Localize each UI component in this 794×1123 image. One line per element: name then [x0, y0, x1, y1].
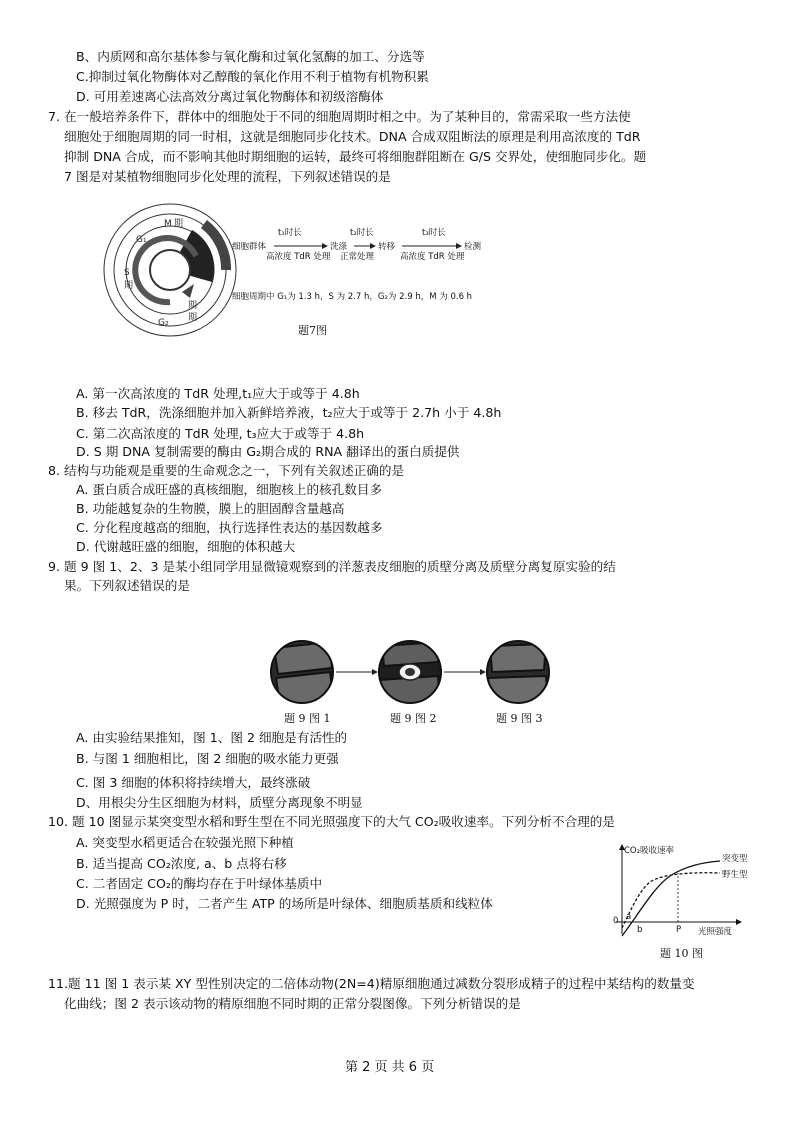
- page-footer: 第 2 页 共 6 页: [345, 1060, 435, 1075]
- q6-option-c: C.抑制过氧化物酶体对乙醇酸的氧化作用不利于植物有机物积累: [76, 69, 429, 84]
- flow-t1: t₁时长: [278, 228, 302, 238]
- chart-point-a: a: [626, 912, 632, 922]
- wheel-label-qi-3: 期: [188, 301, 198, 311]
- q9-option-b: B. 与图 1 细胞相比，图 2 细胞的吸水能力更强: [76, 751, 339, 766]
- wheel-label-s: S: [124, 268, 130, 278]
- figure-9-3-caption: 题 9 图 3: [496, 712, 543, 725]
- cell-cycle-diagram: [100, 200, 240, 340]
- wheel-label-qi-2: 期: [124, 281, 134, 291]
- figure-9-2-caption: 题 9 图 2: [390, 712, 437, 725]
- q7-option-a: A. 第一次高浓度的 TdR 处理,t₁应大于或等于 4.8h: [76, 386, 360, 401]
- q11-stem-1: 11.题 11 图 1 表示某 XY 型性别决定的二倍体动物(2N=4)精原细胞通过减数分裂形成精子的过程中某结构的数量变: [48, 976, 695, 991]
- figure-9-1-caption: 题 9 图 1: [284, 712, 331, 725]
- flow-t3-sub: 高浓度 TdR 处理: [400, 252, 465, 262]
- q8-option-c: C. 分化程度越高的细胞，执行选择性表达的基因数越多: [76, 520, 383, 535]
- flow-t2-sub: 正常处理: [340, 252, 375, 262]
- q10-option-b: B. 适当提高 CO₂浓度, a、b 点将右移: [76, 856, 287, 871]
- q7-option-c: C. 第二次高浓度的 TdR 处理, t₃应大于或等于 4.8h: [76, 426, 365, 441]
- chart-x-label: 光照强度: [698, 927, 733, 937]
- q7-option-b: B. 移去 TdR，洗涤细胞并加入新鲜培养液，t₂应大于或等于 2.7h 小于 4.8h: [76, 405, 502, 420]
- flow-cell-group: 细胞群体: [232, 242, 267, 252]
- q8-option-b: B. 功能越复杂的生物膜，膜上的胆固醇含量越高: [76, 501, 345, 516]
- flow-t1-sub: 高浓度 TdR 处理: [266, 252, 331, 262]
- wheel-label-g2: G₂: [158, 318, 169, 328]
- chart-legend-mutant: 突变型: [722, 854, 748, 864]
- figure-7-caption: 题7图: [298, 324, 327, 337]
- q9-stem-2: 果。下列叙述错误的是: [64, 578, 190, 593]
- flow-detect: 检测: [464, 242, 482, 252]
- chart-origin: 0: [613, 916, 619, 926]
- cycle-durations: 细胞周期中 G₁为 1.3 h，S 为 2.7 h，G₂为 2.9 h，M 为 0.6 h: [232, 292, 473, 302]
- flow-t2: t₂时长: [350, 228, 374, 238]
- q9-option-c: C. 图 3 细胞的体积将持续增大，最终涨破: [76, 775, 311, 790]
- q9-stem-1: 9. 题 9 图 1、2、3 是某小组同学用显微镜观察到的洋葱表皮细胞的质壁分离及质壁分离复原实验的结: [48, 559, 616, 574]
- wheel-label-g1: G₁: [136, 235, 147, 245]
- q10-stem: 10. 题 10 图显示某突变型水稻和野生型在不同光照强度下的大气 CO₂吸收速率。下列分析不合理的是: [48, 814, 615, 829]
- chart-y-label: CO₂吸收速率: [624, 846, 675, 856]
- q9-option-a: A. 由实验结果推知，图 1、图 2 细胞是有活性的: [76, 730, 348, 745]
- q7-stem-2: 细胞处于细胞周期的同一时相，这就是细胞同步化技术。DNA 合成双阻断法的原理是利用高浓度的 TdR: [64, 129, 641, 144]
- flow-wash: 洗涤: [330, 242, 348, 252]
- q8-option-d: D. 代谢越旺盛的细胞，细胞的体积越大: [76, 539, 296, 554]
- wheel-label-qi-1: 期: [174, 219, 184, 229]
- q8-option-a: A. 蛋白质合成旺盛的真核细胞，细胞核上的核孔数目多: [76, 482, 383, 497]
- figure-10-caption: 题 10 图: [660, 947, 703, 960]
- q9-option-d: D、用根尖分生区细胞为材料，质壁分离现象不明显: [76, 795, 363, 810]
- wheel-label-qi-4: 期: [188, 313, 198, 323]
- q10-option-a: A. 突变型水稻更适合在较强光照下种植: [76, 835, 294, 850]
- q6-option-d: D. 可用差速离心法高效分离过氧化物酶体和初级溶酶体: [76, 89, 384, 104]
- q7-stem-4: 7 图是对某植物细胞同步化处理的流程，下列叙述错误的是: [64, 169, 391, 184]
- q10-option-c: C. 二者固定 CO₂的酶均存在于叶绿体基质中: [76, 876, 323, 891]
- q7-stem-1: 7. 在一般培养条件下，群体中的细胞处于不同的细胞周期时相之中。为了某种目的，常需采取一些方法使: [48, 109, 631, 124]
- wheel-label-m: M: [164, 219, 172, 229]
- q7-stem-3: 抑制 DNA 合成，而不影响其他时期细胞的运转，最终可将细胞群阻断在 G/S 交界处，使细胞同步化。题: [64, 149, 647, 164]
- flow-transfer: 转移: [378, 242, 396, 252]
- q8-stem: 8. 结构与功能观是重要的生命观念之一，下列有关叙述正确的是: [48, 463, 405, 478]
- q11-stem-2: 化曲线；图 2 表示该动物的精原细胞不同时期的正常分裂图像。下列分析错误的是: [64, 996, 521, 1011]
- chart-legend-wild: 野生型: [722, 870, 748, 880]
- plasmolysis-micrographs: [270, 638, 550, 710]
- q7-option-d: D. S 期 DNA 复制需要的酶由 G₂期合成的 RNA 翻译出的蛋白质提供: [76, 444, 460, 459]
- chart-point-p: P: [676, 925, 682, 935]
- chart-point-b: b: [637, 925, 643, 935]
- q10-option-d: D. 光照强度为 P 时，二者产生 ATP 的场所是叶绿体、细胞质基质和线粒体: [76, 896, 493, 911]
- q6-option-b: B、内质网和高尔基体参与氧化酶和过氧化氢酶的加工、分选等: [76, 49, 425, 64]
- flow-t3: t₃时长: [422, 228, 446, 238]
